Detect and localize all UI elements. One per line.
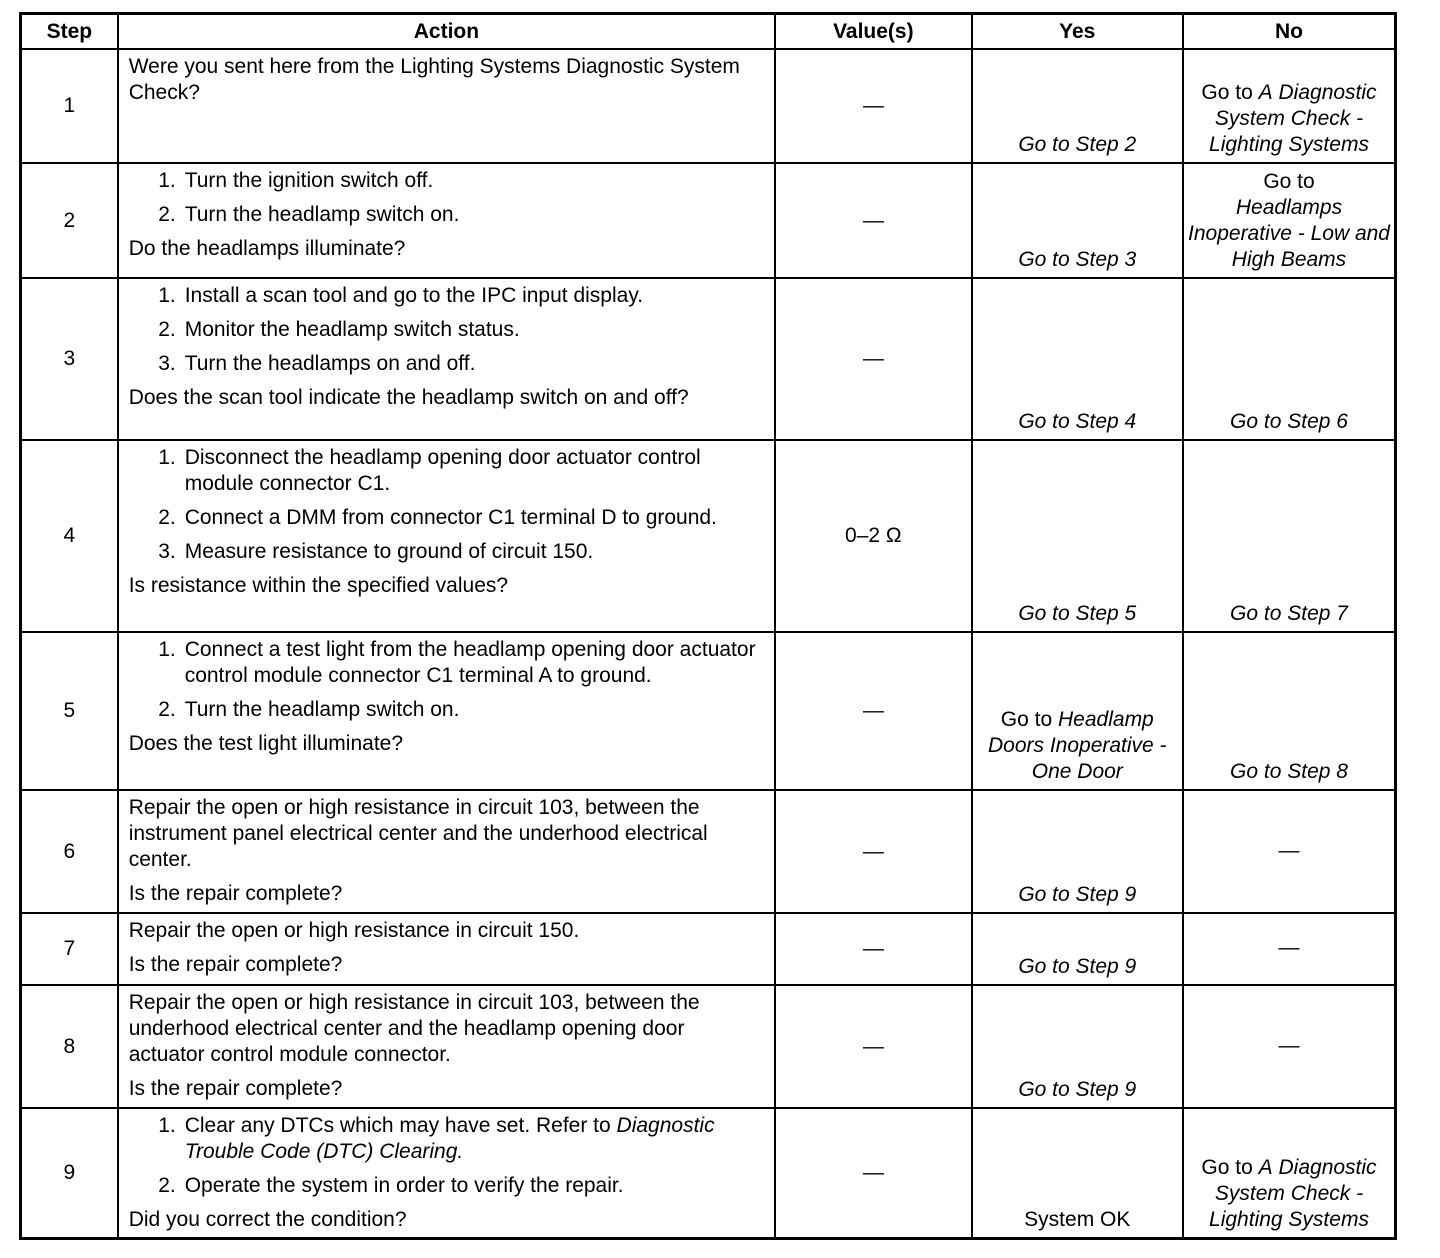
step-number: 6 bbox=[21, 790, 118, 913]
yes-cell: Go to Step 2 bbox=[972, 49, 1183, 163]
step-number: 5 bbox=[21, 632, 118, 790]
substep: 1. Disconnect the headlamp opening door actuator control module connector C1. bbox=[158, 446, 701, 495]
no-cell bbox=[1183, 163, 1396, 278]
substep: 2. Operate the system in order to verify the repair. bbox=[158, 1174, 624, 1197]
action-cell bbox=[118, 163, 775, 278]
value-cell: — bbox=[775, 278, 971, 440]
no-link-a: A bbox=[1258, 1156, 1273, 1179]
no-prefix: Go to bbox=[1263, 170, 1315, 193]
table-row bbox=[21, 790, 1396, 913]
action-question: Is the repair complete? bbox=[128, 1077, 343, 1100]
no-link-a: A bbox=[1258, 81, 1273, 104]
action-cell bbox=[118, 632, 775, 790]
no-cell: Go to Step 6 bbox=[1183, 278, 1396, 440]
action-question: Is the repair complete? bbox=[128, 953, 343, 976]
no-cell bbox=[1183, 1108, 1396, 1239]
yes-cell: System OK bbox=[972, 1108, 1183, 1239]
action-cell bbox=[118, 49, 775, 163]
action-cell bbox=[118, 1108, 775, 1239]
step-number: 1 bbox=[21, 49, 118, 163]
action-text: Repair the open or high resistance in circuit 103, between the underhood electrical center and the headlamp opening door actuator control module connector. bbox=[128, 991, 700, 1066]
table-row bbox=[21, 985, 1396, 1108]
yes-cell: Go to Step 5 bbox=[972, 440, 1183, 632]
action-question: Does the scan tool indicate the headlamp switch on and off? bbox=[128, 386, 689, 409]
action-cell bbox=[118, 913, 775, 985]
yes-cell bbox=[972, 632, 1183, 790]
table-row bbox=[21, 913, 1396, 985]
substep: 1. Install a scan tool and go to the IPC input display. bbox=[158, 284, 644, 307]
substep-text: Clear any DTCs which may have set. Refer to bbox=[184, 1114, 611, 1137]
table-row bbox=[21, 440, 1396, 632]
step-number: 9 bbox=[21, 1108, 118, 1239]
substep: 2. Connect a DMM from connector C1 terminal D to ground. bbox=[158, 506, 717, 529]
value-cell: — bbox=[775, 1108, 971, 1239]
value-cell: 0–2 Ω bbox=[775, 440, 971, 632]
action-question: Do the headlamps illuminate? bbox=[128, 237, 406, 260]
yes-cell: Go to Step 9 bbox=[972, 985, 1183, 1108]
table-row bbox=[21, 163, 1396, 278]
step-number: 7 bbox=[21, 913, 118, 985]
substep: 2. Turn the headlamp switch on. bbox=[158, 203, 460, 226]
substep: 1. Connect a test light from the headlamp opening door actuator control module connector C1 terminal A to ground. bbox=[158, 638, 756, 687]
value-cell: — bbox=[775, 49, 971, 163]
action-text: Were you sent here from the Lighting Systems Diagnostic System Check? bbox=[128, 55, 740, 104]
step-number: 2 bbox=[21, 163, 118, 278]
substep-list bbox=[129, 283, 764, 377]
substep: 3. Turn the headlamps on and off. bbox=[158, 352, 476, 375]
substep-list bbox=[129, 445, 764, 565]
table-row bbox=[21, 49, 1396, 163]
no-cell: Go to Step 8 bbox=[1183, 632, 1396, 790]
value-cell: — bbox=[775, 913, 971, 985]
header-row bbox=[21, 14, 1396, 50]
header-action: Action bbox=[118, 14, 775, 50]
substep: 3. Measure resistance to ground of circuit 150. bbox=[158, 540, 594, 563]
substep-list bbox=[129, 1113, 764, 1199]
action-question: Is resistance within the specified values? bbox=[128, 574, 509, 597]
header-no: No bbox=[1183, 14, 1396, 50]
value-cell: — bbox=[775, 163, 971, 278]
no-link-text: Diagnostic System Check - Lighting Systems bbox=[1209, 81, 1377, 156]
step-number: 3 bbox=[21, 278, 118, 440]
no-link-text: Headlamps Inoperative - Low and High Beams bbox=[1188, 196, 1390, 271]
no-link-text: Diagnostic System Check - Lighting Systems bbox=[1209, 1156, 1377, 1231]
no-cell: — bbox=[1183, 913, 1396, 985]
action-question: Is the repair complete? bbox=[128, 882, 343, 905]
action-text: Repair the open or high resistance in circuit 150. bbox=[128, 919, 580, 942]
value-cell: — bbox=[775, 632, 971, 790]
substep: 2. Monitor the headlamp switch status. bbox=[158, 318, 520, 341]
action-question: Does the test light illuminate? bbox=[128, 732, 404, 755]
no-cell: Go to Step 7 bbox=[1183, 440, 1396, 632]
yes-cell: Go to Step 9 bbox=[972, 790, 1183, 913]
action-cell bbox=[118, 440, 775, 632]
step-number: 8 bbox=[21, 985, 118, 1108]
value-cell: — bbox=[775, 790, 971, 913]
substep: 1. Clear any DTCs which may have set. Refer to Diagnostic Trouble Code (DTC) Clearing. bbox=[158, 1114, 715, 1163]
action-cell bbox=[118, 790, 775, 913]
no-prefix: Go to bbox=[1201, 1156, 1253, 1179]
value-cell: — bbox=[775, 985, 971, 1108]
yes-cell: Go to Step 3 bbox=[972, 163, 1183, 278]
step-number: 4 bbox=[21, 440, 118, 632]
header-values: Value(s) bbox=[775, 14, 971, 50]
action-cell bbox=[118, 985, 775, 1108]
table-row bbox=[21, 632, 1396, 790]
action-question: Did you correct the condition? bbox=[128, 1208, 407, 1231]
no-cell: — bbox=[1183, 985, 1396, 1108]
no-cell bbox=[1183, 49, 1396, 163]
yes-cell: Go to Step 9 bbox=[972, 913, 1183, 985]
substep: 2. Turn the headlamp switch on. bbox=[158, 698, 460, 721]
header-yes: Yes bbox=[972, 14, 1183, 50]
table-row bbox=[21, 278, 1396, 440]
yes-cell: Go to Step 4 bbox=[972, 278, 1183, 440]
table-row bbox=[21, 1108, 1396, 1239]
substep: 1. Turn the ignition switch off. bbox=[158, 169, 434, 192]
yes-link-text: Headlamp Doors Inoperative - One Door bbox=[987, 708, 1167, 783]
header-step: Step bbox=[21, 14, 118, 50]
no-cell: — bbox=[1183, 790, 1396, 913]
no-prefix: Go to bbox=[1201, 81, 1253, 104]
substep-list bbox=[129, 168, 764, 228]
diagnostic-table bbox=[19, 12, 1397, 1240]
action-cell bbox=[118, 278, 775, 440]
substep-list bbox=[129, 637, 764, 723]
dtc-clearing-reference: Diagnostic Trouble Code (DTC) Clearing. bbox=[184, 1114, 715, 1163]
action-text: Repair the open or high resistance in circuit 103, between the instrument panel electrical center and the underhood electrical center. bbox=[128, 796, 708, 871]
yes-prefix: Go to bbox=[1000, 708, 1053, 731]
